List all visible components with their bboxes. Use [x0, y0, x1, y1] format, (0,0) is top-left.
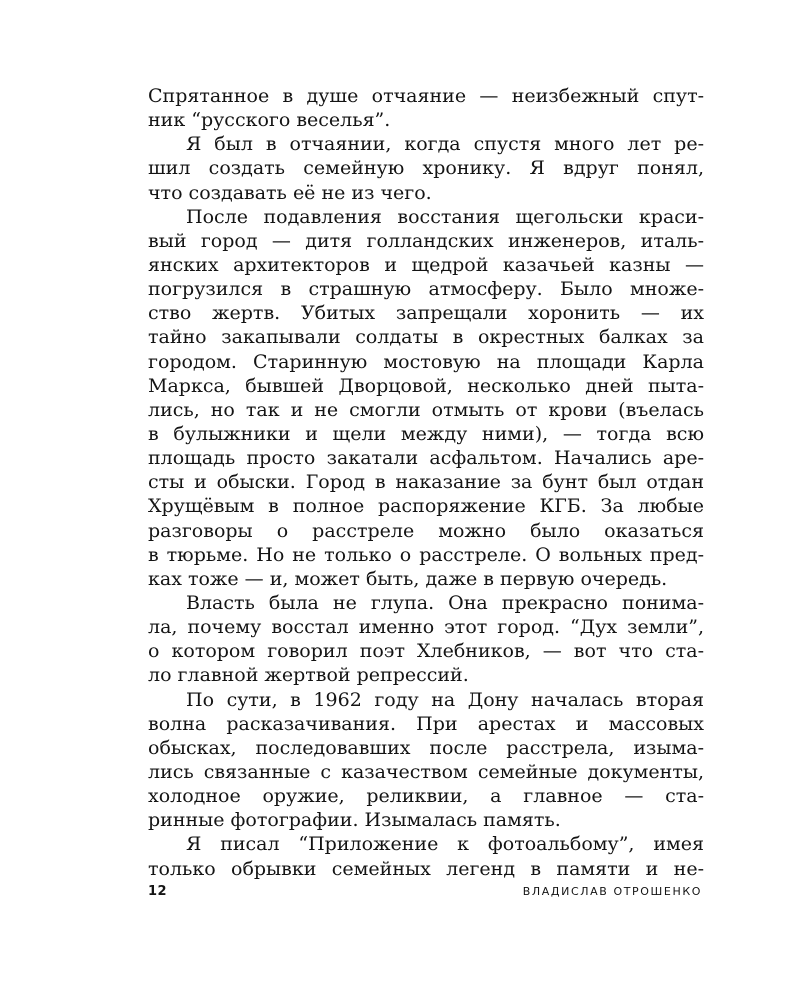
- text-line: Я был в отчаянии, когда спустя много лет ре-: [186, 133, 704, 156]
- text-line: сты и обыски. Город в наказание за бунт был отдан: [148, 471, 704, 494]
- text-line: волна расказачивания. При арестах и массовых: [148, 712, 704, 735]
- text-line: Власть была не глупа. Она прекрасно понима-: [186, 591, 704, 614]
- text-line: разговоры о расстреле можно было оказаться: [148, 519, 704, 542]
- text-line: ках тоже — и, может быть, даже в первую очередь.: [148, 567, 668, 590]
- text-line: Маркса, бывшей Дворцовой, несколько дней пыта-: [148, 374, 704, 397]
- text-line: Я писал “Приложение к фотоальбому”, имея: [186, 833, 704, 856]
- text-line: Спрятанное в душе отчаяние — неизбежный спут-: [148, 85, 704, 107]
- text-line: только обрывки семейных легенд в памяти и не-: [148, 857, 704, 880]
- body-text: [148, 84, 704, 881]
- text-line: площадь просто закатали асфальтом. Начались аре-: [148, 447, 704, 470]
- text-line: холодное оружие, реликвии, а главное — ста-: [148, 785, 704, 808]
- text-line: шил создать семейную хронику. Я вдруг понял,: [148, 157, 704, 180]
- running-head-author: ВЛАДИСЛАВ ОТРОШЕНКО: [522, 885, 702, 898]
- text-line: После подавления восстания щегольски краси-: [186, 205, 704, 228]
- text-line: ло главной жертвой репрессий.: [148, 664, 469, 687]
- text-line: о котором говорил поэт Хлебников, — вот что ста-: [148, 640, 704, 663]
- text-line: ство жертв. Убитых запрещали хоронить — их: [148, 302, 704, 325]
- text-line: ринные фотографии. Изымалась память.: [148, 809, 561, 832]
- text-line: По сути, в 1962 году на Дону началась вторая: [186, 688, 704, 711]
- text-line: ник “русского веселья”.: [148, 109, 391, 132]
- page-number: 12: [148, 884, 168, 899]
- text-line: янских архитекторов и щедрой казачьей казны —: [148, 253, 704, 276]
- text-line: в булыжники и щели между ними), — тогда всю: [148, 422, 704, 445]
- text-line: городом. Старинную мостовую на площади Карла: [148, 350, 704, 373]
- text-line: что создавать её не из чего.: [148, 181, 432, 204]
- text-line: погрузился в страшную атмосферу. Было множе-: [148, 278, 704, 301]
- text-line: в тюрьме. Но не только о расстреле. О вольных пред-: [148, 543, 704, 566]
- text-line: тайно закапывали солдаты в окрестных балках за: [148, 326, 704, 349]
- text-line: обысках, последовавших после расстрела, изыма-: [148, 736, 704, 759]
- text-line: лись, но так и не смогли отмыть от крови (въелась: [148, 398, 704, 421]
- text-line: Хрущёвым в полное распоряжение КГБ. За любые: [148, 495, 704, 518]
- text-line: ла, почему восстал именно этот город. “Дух земли”,: [148, 616, 704, 639]
- text-line: лись связанные с казачеством семейные документы,: [148, 760, 704, 783]
- text-line: вый город — дитя голландских инженеров, италь-: [148, 229, 704, 252]
